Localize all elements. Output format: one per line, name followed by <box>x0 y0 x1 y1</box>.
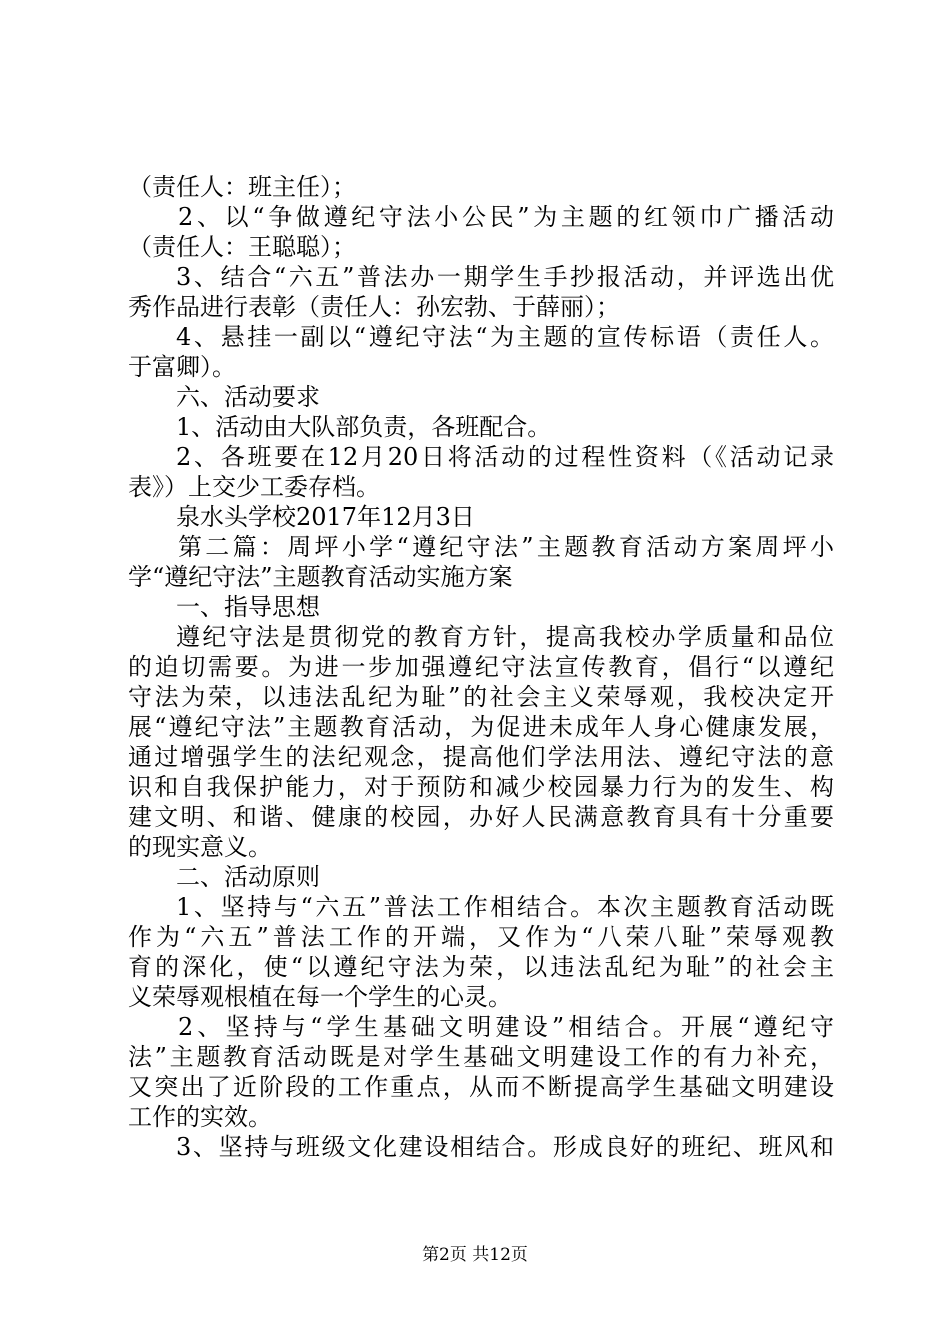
text-line: 识和自我保护能力，对于预防和减少校园暴力行为的发生、构 <box>128 773 834 801</box>
text-line: 育的深化，使“以遵纪守法为荣，以违法乱纪为耻”的社会主 <box>128 953 834 981</box>
text-line: 的迫切需要。为进一步加强遵纪守法宣传教育，倡行“以遵纪 <box>128 653 834 681</box>
document-body <box>128 172 834 1162</box>
text-line: 2、坚持与“学生基础文明建设”相结合。开展“遵纪守 <box>178 1013 834 1041</box>
article-title-line: 第二篇：周坪小学“遵纪守法”主题教育活动方案周坪小 <box>178 533 834 561</box>
text-line: （责任人：王聪聪）； <box>128 233 356 261</box>
page-number-footer: 第2页 共12页 <box>422 1245 528 1265</box>
text-line: （责任人：班主任）； <box>128 173 356 201</box>
section-heading: 一、指导思想 <box>176 593 320 621</box>
text-line: 建文明、和谐、健康的校园，办好人民满意教育具有十分重要 <box>128 803 834 831</box>
text-line: 通过增强学生的法纪观念，提高他们学法用法、遵纪守法的意 <box>128 743 834 771</box>
text-line: 法”主题教育活动既是对学生基础文明建设工作的有力补充， <box>128 1043 834 1071</box>
text-line: 表》）上交少工委存档。 <box>128 473 380 501</box>
text-line: 2、以“争做遵纪守法小公民”为主题的红领巾广播活动 <box>178 203 834 231</box>
text-line: 2、各班要在12月20日将活动的过程性资料（《活动记录 <box>176 443 834 471</box>
text-line: 的现实意义。 <box>128 833 272 861</box>
text-line: 作为“六五”普法工作的开端，又作为“八荣八耻”荣辱观教 <box>128 923 834 951</box>
section-heading: 六、活动要求 <box>176 383 320 411</box>
text-line: 遵纪守法是贯彻党的教育方针，提高我校办学质量和品位 <box>176 623 834 651</box>
text-line: 于富卿）。 <box>128 353 236 381</box>
text-line: 3、结合“六五”普法办一期学生手抄报活动，并评选出优 <box>176 263 834 291</box>
text-line: 展“遵纪守法”主题教育活动，为促进未成年人身心健康发展， <box>128 713 834 741</box>
text-line: 又突出了近阶段的工作重点，从而不断提高学生基础文明建设 <box>128 1073 834 1101</box>
text-line: 秀作品进行表彰（责任人：孙宏勃、于薛丽）； <box>128 293 620 321</box>
text-line: 1、坚持与“六五”普法工作相结合。本次主题教育活动既 <box>176 893 834 921</box>
text-line: 义荣辱观根植在每一个学生的心灵。 <box>128 983 512 1011</box>
section-heading: 二、活动原则 <box>176 863 320 891</box>
text-line: 3、坚持与班级文化建设相结合。形成良好的班纪、班风和 <box>176 1133 834 1161</box>
text-line: 守法为荣，以违法乱纪为耻”的社会主义荣辱观，我校决定开 <box>128 683 834 711</box>
article-title-line: 学“遵纪守法”主题教育活动实施方案 <box>128 563 513 591</box>
signature-line: 泉水头学校2017年12月3日 <box>176 503 475 531</box>
text-line: 4、悬挂一副以“遵纪守法“为主题的宣传标语（责任人。 <box>176 323 834 351</box>
text-line: 1、活动由大队部负责，各班配合。 <box>176 413 552 441</box>
text-line: 工作的实效。 <box>128 1103 272 1131</box>
